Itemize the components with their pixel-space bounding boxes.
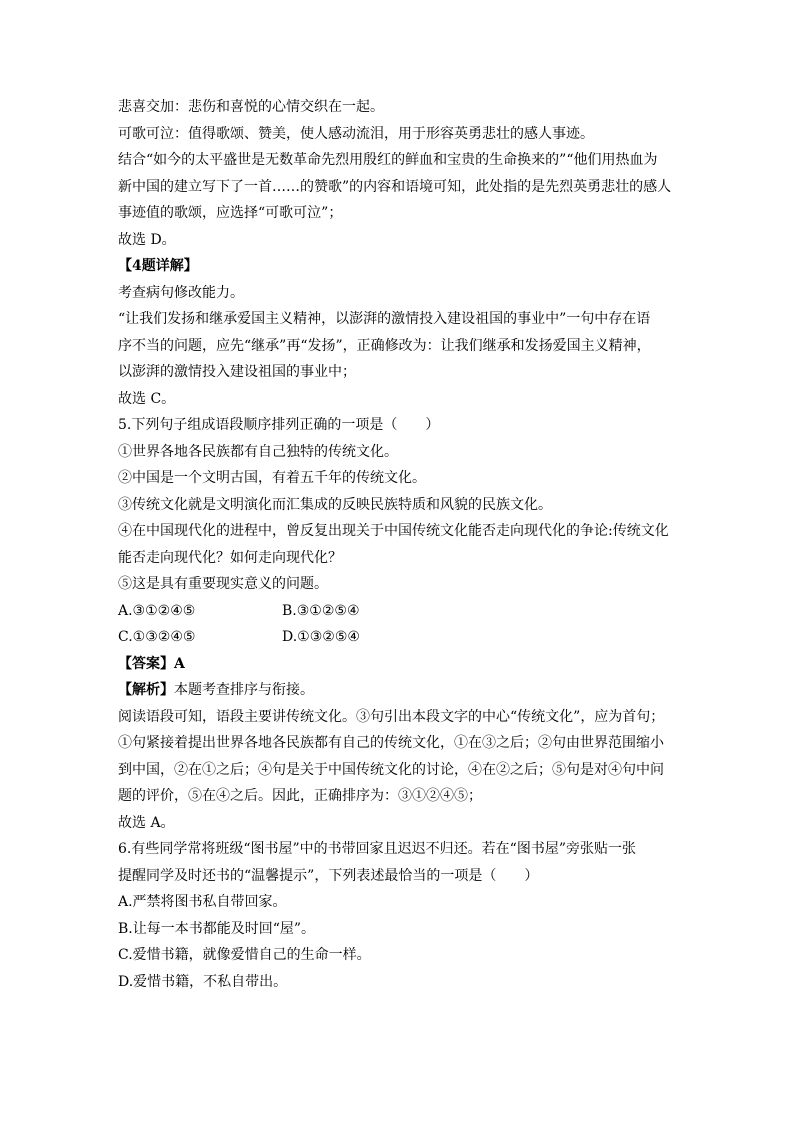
q5-analysis-line: 故选 A。 [118,814,175,831]
q5-sentence: ②中国是一个文明古国，有着五千年的传统文化。 [118,470,426,486]
q5-analysis-line: 到中国，②在①之后；④句是关于中国传统文化的讨论，④在②之后；⑤句是对④句中问 [118,761,664,778]
text-line: 悲喜交加：悲伤和喜悦的心情交织在一起。 [118,99,384,115]
q5-option-d: D.①③②⑤④ [282,629,360,645]
q5-options-row-1 [118,598,678,625]
q6-stem-line: 提醒同学及时还书的“温馨提示”，下列表述最恰当的一项是（ ） [118,867,539,884]
q5-sentence: ④在中国现代化的进程中，曾反复出现关于中国传统文化能否走向现代化的争论:传统文化 [118,523,669,539]
q5-answer: 【答案】A [118,655,185,672]
q6-option-b: B.让每一本书都能及时回“屋”。 [118,920,316,937]
q4-line: 以澎湃的激情投入建设祖国的事业中； [118,364,356,380]
q4-line: 故选 C。 [118,390,176,407]
q5-sentence: ⑤这是具有重要现实意义的问题。 [118,576,328,592]
q5-sentence: 能否走向现代化？如何走向现代化？ [118,549,342,566]
q5-stem: 5.下列句子组成语段顺序排列正确的一项是（ ） [118,417,440,433]
q5-option-c: C.①③②④⑤ [118,629,196,645]
q4-heading: 【4题详解】 [118,258,198,274]
q5-option-b: B.③①②⑤④ [282,602,360,619]
q5-analysis-intro: 本题考查排序与衔接。 [174,682,314,698]
text-line: 故选 D。 [118,231,176,248]
q6-option-c: C.爱惜书籍，就像爱惜自己的生命一样。 [118,947,371,963]
q4-line: 考查病句修改能力。 [118,284,244,301]
q5-analysis-line: 阅读语段可知，语段主要讲传统文化。③句引出本段文字的中心“传统文化”，应为首句； [118,708,665,725]
document-page [118,94,678,995]
q6-option-d: D.爱惜书籍，不私自带出。 [118,973,288,990]
text-line: 新中国的建立写下了一首……的赞歌”的内容和语境可知，此处指的是先烈英勇悲壮的感人 [118,178,672,195]
q5-options-row-2 [118,624,678,651]
q6-stem-line: 6.有些同学常将班级“图书屋”中的书带回家且迟迟不归还。若在“图书屋”旁张贴一张 [118,841,636,857]
q4-line: 序不当的问题，应先“继承”再“发扬”，正确修改为：让我们继承和发扬爱国主义精神， [118,337,651,354]
text-line: 结合“如今的太平盛世是无数革命先烈用殷红的鲜血和宝贵的生命换来的”“他们用热血为 [118,152,658,168]
q5-option-a: A.③①②④⑤ [118,602,196,619]
q6-option-a: A.严禁将图书私自带回家。 [118,894,287,910]
q5-sentence: ③传统文化就是文明演化而汇集成的反映民族特质和风貌的民族文化。 [118,496,552,513]
q5-sentence: ①世界各地各民族都有自己独特的传统文化。 [118,443,398,460]
q5-analysis-line: 题的评价，⑤在④之后。因此，正确排序为：③①②④⑤； [118,788,482,804]
q5-analysis-label: 【解析】 [118,682,174,698]
q5-analysis-line: ①句紧接着提出世界各地各民族都有自己的传统文化，①在③之后；②句由世界范围缩小 [118,735,664,751]
q4-line: “让我们发扬和继承爱国主义精神，以澎湃的激情投入建设祖国的事业中”一句中存在语 [118,311,651,327]
q5-analysis-first [118,677,678,704]
text-line: 事迹值的歌颂，应选择“可歌可泣”； [118,205,343,221]
text-line: 可歌可泣：值得歌颂、赞美，使人感动流泪，用于形容英勇悲壮的感人事迹。 [118,125,594,142]
